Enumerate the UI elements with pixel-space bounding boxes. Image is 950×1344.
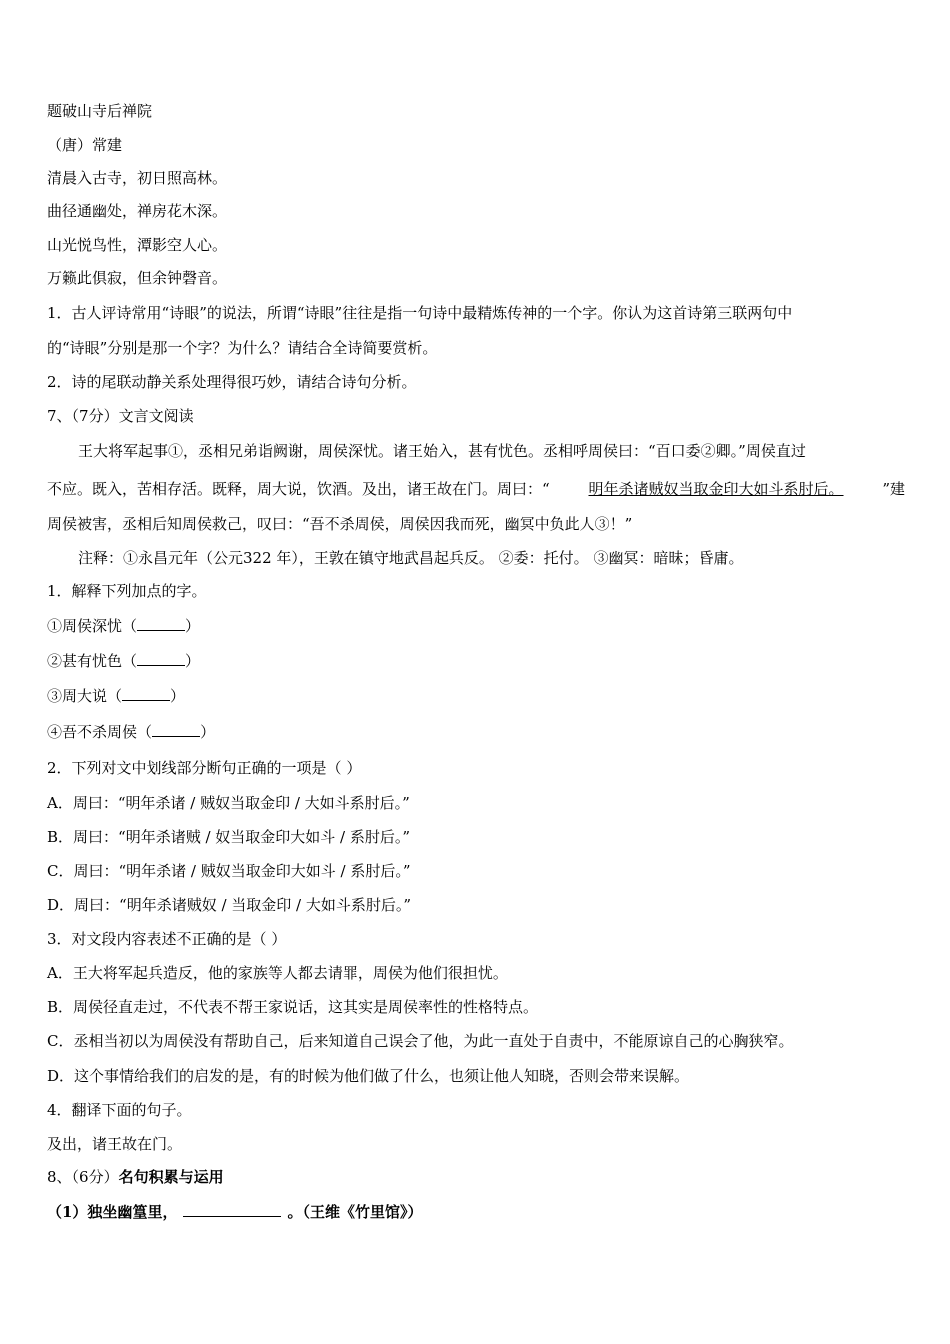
- underlined-sentence: 明年杀诸贼奴当取金印大如斗系肘后。: [588, 480, 844, 498]
- item-text: ②甚有忧: [47, 652, 108, 670]
- item-text: ③周大: [47, 687, 93, 705]
- poem-line: 万籁此俱寂，但余钟磬音。: [47, 269, 228, 287]
- section-7-question-4: 4．翻译下面的句子。: [47, 1101, 192, 1119]
- close-paren: ）: [185, 652, 201, 670]
- poem-question-2: 2．诗的尾联动静关系处理得很巧妙，请结合诗句分析。: [47, 373, 417, 391]
- question-1-item: [47, 721, 215, 742]
- option-b[interactable]: B．周曰：“明年杀诸贼 / 奴当取金印大如斗 / 系肘后。”: [47, 828, 411, 846]
- section-7-question-1: 1．解释下列加点的字。: [47, 582, 207, 600]
- passage-line-2: [47, 478, 905, 499]
- item-text: 。（王维《竹里馆》）: [287, 1203, 423, 1221]
- option-a[interactable]: A．王大将军起兵造反，他的家族等人都去请罪，周侯为他们很担忧。: [47, 964, 508, 982]
- option-d[interactable]: D．周曰：“明年杀诸贼奴 / 当取金印 / 大如斗系肘后。”: [47, 896, 412, 914]
- close-paren: ）: [170, 687, 186, 705]
- dotted-char: 说: [92, 687, 108, 705]
- passage-line-3: 周侯被害，丞相后知周侯救己，叹曰：“吾不杀周侯，周侯因我而死，幽冥中负此人③！”: [47, 515, 633, 533]
- section-7-heading: 7、（7分）文言文阅读: [47, 407, 194, 425]
- open-paren: （: [107, 687, 123, 705]
- section-8-heading: [47, 1167, 224, 1187]
- answer-blank[interactable]: [183, 1201, 281, 1217]
- passage-text: ”建: [882, 480, 905, 498]
- item-text: （1）独坐幽篁里，: [47, 1203, 178, 1221]
- heading-title: 名句积累与运用: [118, 1168, 224, 1186]
- answer-blank[interactable]: [122, 685, 170, 701]
- poem-line: 清晨入古寺，初日照高林。: [47, 169, 228, 187]
- answer-blank[interactable]: [152, 721, 200, 737]
- open-paren: （: [137, 723, 153, 741]
- passage-line-1: 王大将军起事①，丞相兄弟诣阙谢，周侯深忧。诸王始入，甚有忧色。丞相呼周侯曰：“百口委②卿。”周侯直过: [78, 442, 806, 460]
- dotted-char: 色: [107, 652, 123, 670]
- answer-blank[interactable]: [137, 650, 185, 666]
- item-text: ①周侯深: [47, 617, 108, 635]
- poem-author: （唐）常建: [47, 136, 123, 154]
- item-text: ④: [47, 723, 63, 741]
- poem-line: 山光悦鸟性，潭影空人心。: [47, 236, 228, 254]
- question-1-item: [47, 685, 185, 706]
- answer-blank[interactable]: [137, 615, 185, 631]
- section-7-question-2: 2．下列对文中划线部分断句正确的一项是（ ）: [47, 759, 362, 777]
- close-paren: ）: [200, 723, 216, 741]
- dotted-char: 吾: [62, 723, 78, 741]
- question-1-item: [47, 650, 200, 671]
- item-text: 不杀周侯: [77, 723, 138, 741]
- dotted-char: 忧: [107, 617, 123, 635]
- option-b[interactable]: B．周侯径直走过，不代表不帮王家说话，这其实是周侯率性的性格特点。: [47, 998, 539, 1016]
- translation-sentence: 及出，诸王故在门。: [47, 1135, 183, 1153]
- heading-prefix: 8、（6分）: [47, 1168, 119, 1186]
- option-c[interactable]: C．周曰：“明年杀诸 / 贼奴当取金印大如斗 / 系肘后。”: [47, 862, 411, 880]
- section-7-question-3: 3．对文段内容表述不正确的是（ ）: [47, 930, 287, 948]
- option-d[interactable]: D．这个事情给我们的启发的是，有的时候为他们做了什么，也须让他人知晓，否则会带来误解。: [47, 1067, 690, 1085]
- open-paren: （: [122, 617, 138, 635]
- option-a[interactable]: A．周曰：“明年杀诸 / 贼奴当取金印 / 大如斗系肘后。”: [47, 794, 410, 812]
- poem-line: 曲径通幽处，禅房花木深。: [47, 202, 228, 220]
- poem-question-1-line2: 的“诗眼”分别是那一个字？为什么？请结合全诗简要赏析。: [47, 339, 438, 357]
- passage-notes: 注释：①永昌元年（公元322 年），王敦在镇守地武昌起兵反。 ②委：托付。 ③幽冥：暗昧；昏庸。: [78, 549, 744, 567]
- passage-text: 不应。既入，苦相存活。既释，周大说，饮酒。及出，诸王故在门。周曰：“: [47, 480, 550, 498]
- poem-title: 题破山寺后禅院: [47, 102, 153, 120]
- section-8-item-1: [47, 1201, 422, 1222]
- poem-question-1-line1: 1．古人评诗常用“诗眼”的说法，所谓“诗眼”往往是指一句诗中最精炼传神的一个字。你认为这首诗第三联两句中: [47, 304, 793, 322]
- open-paren: （: [122, 652, 138, 670]
- close-paren: ）: [185, 617, 201, 635]
- question-1-item: [47, 615, 200, 636]
- option-c[interactable]: C．丞相当初以为周侯没有帮助自己，后来知道自己误会了他，为此一直处于自责中，不能原谅自己的心胸狭窄。: [47, 1032, 794, 1050]
